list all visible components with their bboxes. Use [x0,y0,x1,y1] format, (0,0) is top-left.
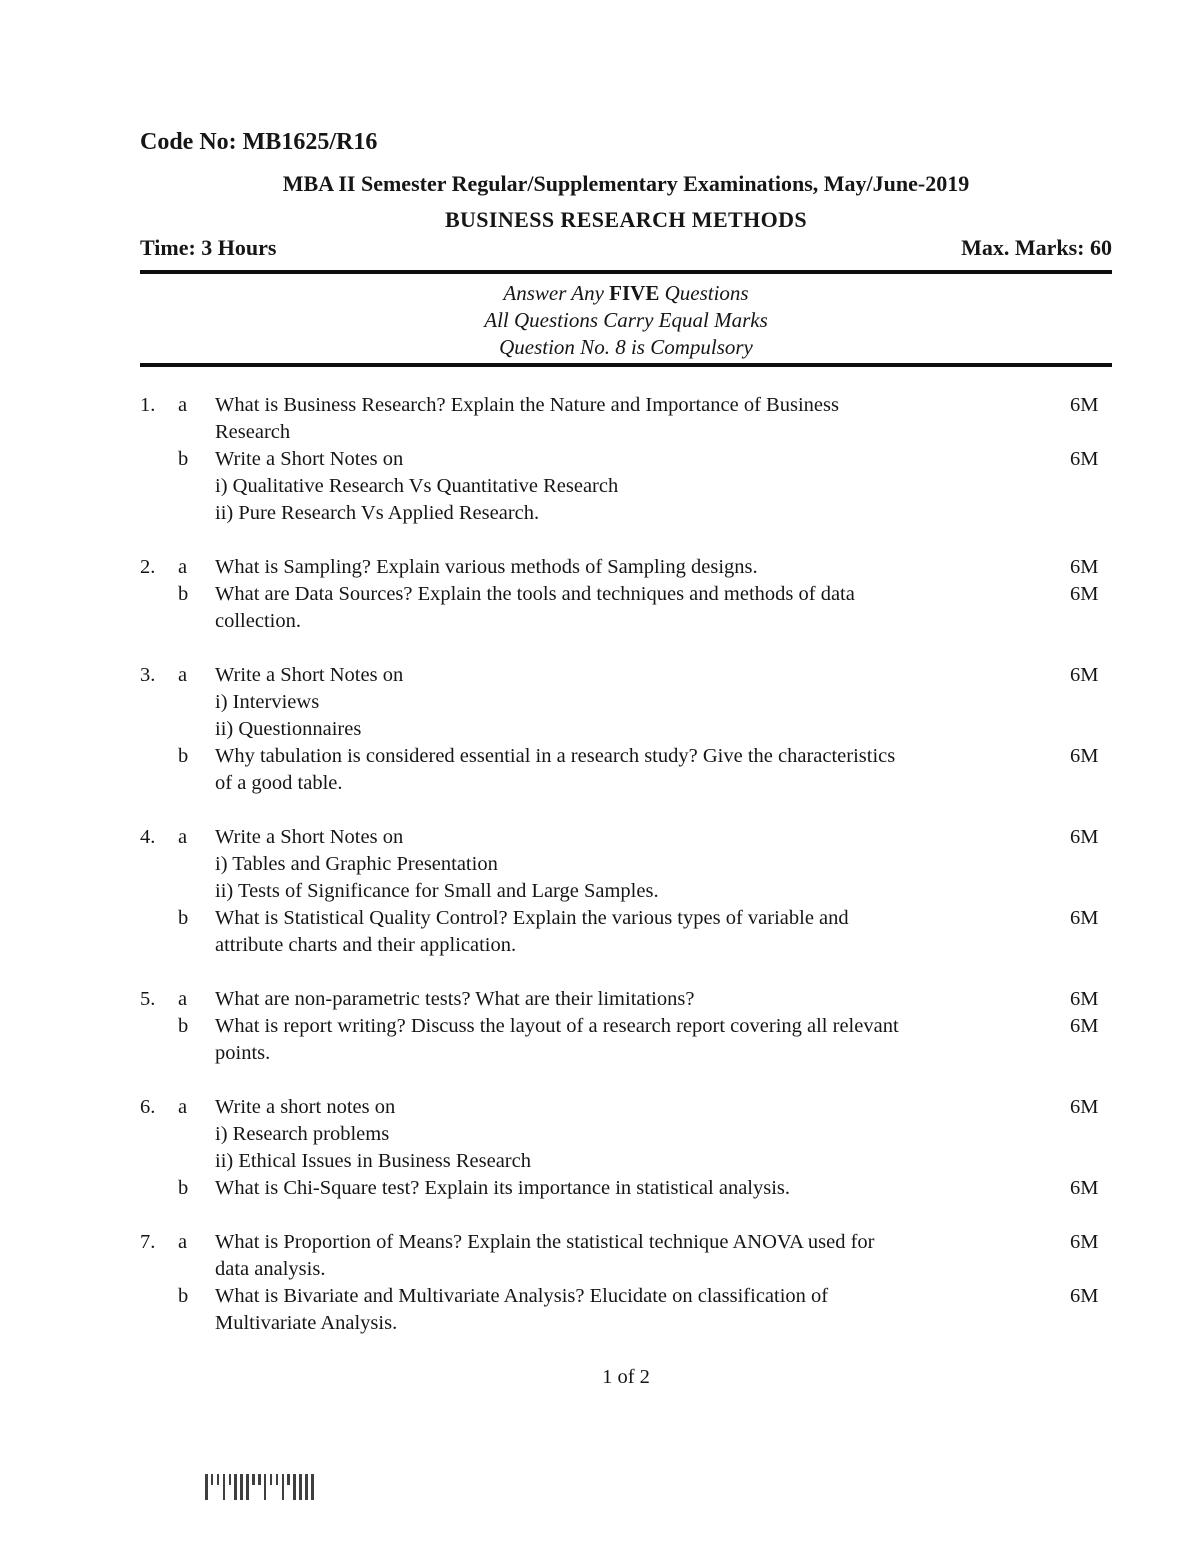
part-letter: b [178,907,189,929]
question-5 [140,986,1112,1067]
part-text [215,446,1070,527]
part-letter: a [178,556,188,578]
part-text [215,1175,1070,1202]
barcode-bar [223,1474,226,1500]
barcode-bar [305,1474,308,1500]
question-number [140,1013,178,1067]
max-marks: Max. Marks: 60 [961,235,1112,260]
barcode-bar [270,1474,273,1485]
part-text-line: ii) Ethical Issues in Business Research [215,1150,531,1172]
part-letter: b [178,745,189,767]
part-text-line: What is Chi-Square test? Explain its importance in statistical analysis. [215,1177,791,1199]
part-text [215,1013,1070,1067]
part-text [215,662,1070,743]
part-text [215,1229,1070,1283]
part-text [215,824,1070,905]
part-marks: 6M [1070,1177,1099,1199]
part-letter: a [178,664,188,686]
part-text-line: Research [215,421,291,443]
question-number: 3. [140,664,156,686]
barcode-bar [287,1474,290,1485]
part-text-line: What is Statistical Quality Control? Explain the various types of variable and [215,907,849,929]
part-marks: 6M [1070,1285,1099,1307]
barcode-bar [258,1474,261,1485]
question-6 [140,1094,1112,1202]
part-text-line: collection. [215,610,301,632]
question-part [140,1283,1112,1337]
instructions-block [140,280,1112,361]
part-text-line: What are Data Sources? Explain the tools and techniques and methods of data [215,583,855,605]
part-letter: b [178,1285,189,1307]
part-marks: 6M [1070,448,1099,470]
question-part [140,581,1112,635]
question-part [140,1229,1112,1283]
question-part [140,905,1112,959]
exam-title: MBA II Semester Regular/Supplementary Examinations, May/June-2019 [282,171,970,196]
part-text-line: Write a short notes on [215,1096,396,1118]
part-text-line: What is Proportion of Means? Explain the statistical technique ANOVA used for [215,1231,875,1253]
question-number [140,581,178,635]
part-text [215,986,1070,1013]
question-number [140,743,178,797]
question-number [140,905,178,959]
question-number [140,446,178,527]
barcode-bar [211,1474,214,1485]
instruction-prefix: Answer Any [503,281,610,305]
part-letter: a [178,826,188,848]
question-number: 4. [140,826,156,848]
part-text-line: What is Sampling? Explain various methods of Sampling designs. [215,556,758,578]
barcode-bar [217,1474,220,1485]
part-marks: 6M [1070,988,1099,1010]
part-letter: a [178,1096,188,1118]
question-number: 7. [140,1231,156,1253]
question-number: 2. [140,556,156,578]
part-text-line: Write a Short Notes on [215,664,404,686]
part-text [215,743,1070,797]
part-text-line: i) Tables and Graphic Presentation [215,853,498,875]
part-marks: 6M [1070,1015,1099,1037]
part-letter: b [178,1015,189,1037]
part-marks: 6M [1070,664,1099,686]
instruction-compulsory: Question No. 8 is Compulsory [499,335,753,359]
time-allowed: Time: 3 Hours [140,235,277,260]
divider-top [140,270,1112,274]
part-marks: 6M [1070,745,1099,767]
question-number [140,1175,178,1202]
barcode-bar [299,1474,302,1500]
question-4 [140,824,1112,959]
barcode-bar [311,1474,314,1500]
divider-bottom [140,363,1112,367]
part-text-line: ii) Tests of Significance for Small and Large Samples. [215,880,659,902]
part-text-line: data analysis. [215,1258,326,1280]
question-part [140,1094,1112,1175]
part-text-line: i) Qualitative Research Vs Quantitative Research [215,475,619,497]
subject-title: BUSINESS RESEARCH METHODS [444,207,808,232]
part-text-line: Multivariate Analysis. [215,1312,398,1334]
questions-list [140,392,1112,1337]
question-number: 5. [140,988,156,1010]
question-7 [140,1229,1112,1337]
part-text-line: What is Business Research? Explain the Nature and Importance of Business [215,394,839,416]
code-number: Code No: MB1625/R16 [140,129,378,155]
part-text [215,581,1070,635]
question-number: 6. [140,1096,156,1118]
part-letter: a [178,988,188,1010]
part-text-line: i) Research problems [215,1123,390,1145]
barcode-bar [276,1474,279,1485]
question-2 [140,554,1112,635]
question-part [140,392,1112,446]
part-text [215,1283,1070,1337]
part-text [215,1094,1070,1175]
part-letter: a [178,394,188,416]
instruction-five: FIVE [609,281,660,305]
instruction-answer-any [140,280,1112,307]
question-part [140,986,1112,1013]
part-text [215,905,1070,959]
barcode-bar [293,1474,296,1500]
barcode-bar [229,1474,232,1485]
part-letter: b [178,583,189,605]
instruction-suffix: Questions [659,281,749,305]
part-letter: b [178,1177,189,1199]
question-part [140,446,1112,527]
part-text-line: Why tabulation is considered essential in a research study? Give the characteristics [215,745,896,767]
barcode-bar [246,1474,249,1500]
part-marks: 6M [1070,1231,1099,1253]
part-text-line: What is report writing? Discuss the layout of a research report covering all relevant [215,1015,899,1037]
part-marks: 6M [1070,907,1099,929]
barcode-bar [264,1474,267,1500]
barcode-bar [234,1474,237,1500]
question-3 [140,662,1112,797]
part-text-line: What is Bivariate and Multivariate Analysis? Elucidate on classification of [215,1285,829,1307]
exam-paper-page [140,0,1112,1391]
question-part [140,1175,1112,1202]
part-marks: 6M [1070,826,1099,848]
question-part [140,554,1112,581]
part-text-line: attribute charts and their application. [215,934,517,956]
question-part [140,1013,1112,1067]
part-text-line: ii) Pure Research Vs Applied Research. [215,502,540,524]
part-marks: 6M [1070,1096,1099,1118]
part-letter: b [178,448,189,470]
part-text-line: ii) Questionnaires [215,718,362,740]
barcode-bar [252,1474,255,1485]
part-text-line: What are non-parametric tests? What are their limitations? [215,988,695,1010]
question-part [140,743,1112,797]
part-text-line: Write a Short Notes on [215,826,404,848]
barcode [205,1474,317,1500]
part-text [215,554,1070,581]
question-part [140,824,1112,905]
question-part [140,662,1112,743]
question-1 [140,392,1112,527]
part-marks: 6M [1070,556,1099,578]
part-text-line: Write a Short Notes on [215,448,404,470]
part-text-line: of a good table. [215,772,343,794]
part-marks: 6M [1070,394,1099,416]
page-number: 1 of 2 [602,1366,650,1388]
part-letter: a [178,1231,188,1253]
instruction-equal-marks: All Questions Carry Equal Marks [484,308,768,332]
barcode-bar [282,1474,285,1500]
part-text-line: points. [215,1042,271,1064]
part-text-line: i) Interviews [215,691,320,713]
time-marks-row [140,234,1112,262]
question-number: 1. [140,394,156,416]
part-text [215,392,1070,446]
barcode-bar [205,1474,208,1500]
question-number [140,1283,178,1337]
barcode-bar [240,1474,243,1500]
part-marks: 6M [1070,583,1099,605]
